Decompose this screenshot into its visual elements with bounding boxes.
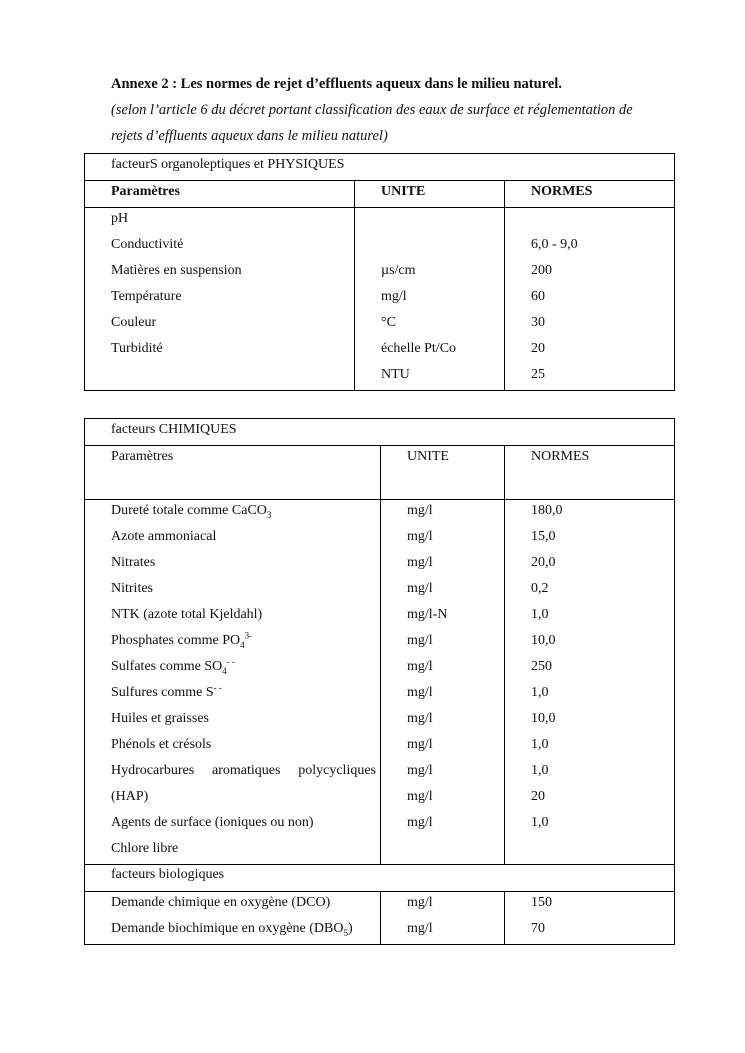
subtitle-line-1: (selon l’article 6 du décret portant classification des eaux de surface et réglementation de	[111, 102, 633, 118]
unit-value: mg/l	[381, 289, 407, 304]
param-label: Demande chimique en oxygène (DCO)	[111, 895, 331, 910]
norm-value: 10,0	[531, 711, 556, 726]
norm-value: 1,0	[531, 815, 549, 830]
page-title: Annexe 2 : Les normes de rejet d’effluents aqueux dans le milieu naturel.	[111, 76, 562, 92]
header-norm: NORMES	[505, 181, 675, 208]
unit-value: mg/l	[407, 633, 433, 648]
norm-value: 15,0	[531, 529, 556, 544]
norm-value: 150	[531, 895, 552, 910]
param-label: pH	[111, 211, 129, 226]
norm-value: 30	[531, 315, 545, 330]
unit-value	[407, 838, 504, 864]
norm-value: 70	[531, 921, 545, 936]
param-label: Phosphates comme $PO_4^{3-}$	[111, 630, 253, 650]
unit-value: échelle Pt/Co	[381, 341, 457, 356]
unit-value: mg/l	[407, 711, 433, 726]
param-label: Nitrates	[111, 555, 156, 570]
norm-value: 200	[531, 263, 552, 278]
chemical-factors-table	[84, 418, 675, 945]
param-label: Conductivité	[111, 237, 184, 252]
physical-factors-table	[84, 153, 675, 391]
param-label: Phénols et crésols	[111, 737, 212, 752]
param-label: NTK (azote total Kjeldahl)	[111, 607, 263, 622]
unit-column	[381, 500, 505, 865]
param-column	[85, 500, 381, 865]
param-label: Sulfates comme $SO_4^{- -}$	[111, 656, 235, 676]
param-label: Huiles et graisses	[111, 711, 209, 726]
unit-value	[381, 234, 504, 260]
header-param: Paramètres	[85, 446, 381, 500]
param-label: Nitrites	[111, 581, 153, 596]
section-header-biological: facteurs biologiques	[85, 865, 675, 892]
param-label: Azote ammoniacal	[111, 529, 217, 544]
norm-value: 0,2	[531, 581, 549, 596]
section-header-chemical: facteurs CHIMIQUES	[85, 419, 675, 446]
norm-value: 10,0	[531, 633, 556, 648]
unit-value: °C	[381, 315, 396, 330]
norm-value: 1,0	[531, 685, 549, 700]
unit-value: mg/l	[407, 895, 433, 910]
param-label	[111, 364, 354, 390]
norm-value: 20,0	[531, 555, 556, 570]
param-label: Dureté totale comme CaCO$_3$	[111, 503, 272, 520]
section-header-physical: facteurS organoleptiques et PHYSIQUES	[85, 154, 675, 181]
param-label: Hydrocarbures aromatiques polycycliques	[111, 763, 376, 778]
norm-value: 250	[531, 659, 552, 674]
param-label: Température	[111, 289, 182, 304]
unit-value: mg/l	[407, 555, 433, 570]
unit-column	[381, 892, 505, 945]
norm-value: 6,0 - 9,0	[531, 237, 578, 252]
norm-value: 60	[531, 289, 545, 304]
param-label: Couleur	[111, 315, 157, 330]
header-unit: UNITE	[381, 446, 505, 500]
norm-value: 20	[531, 341, 545, 356]
norm-value: 1,0	[531, 737, 549, 752]
header-param: Paramètres	[85, 181, 355, 208]
norm-value: 25	[531, 367, 545, 382]
norm-value: 20	[531, 789, 545, 804]
norm-value: 1,0	[531, 763, 549, 778]
norm-column	[505, 892, 675, 945]
unit-value: mg/l	[407, 529, 433, 544]
norm-value: 180,0	[531, 503, 563, 518]
unit-value: mg/l	[407, 921, 433, 936]
unit-value: µs/cm	[381, 263, 416, 278]
param-label: (HAP)	[111, 789, 149, 804]
param-column	[85, 208, 355, 391]
header-norm: NORMES	[505, 446, 675, 500]
unit-value: mg/l	[407, 659, 433, 674]
unit-value: NTU	[381, 367, 410, 382]
unit-value: mg/l	[407, 685, 433, 700]
unit-value: mg/l	[407, 763, 433, 778]
norm-column	[505, 208, 675, 391]
norm-column	[505, 500, 675, 865]
norm-value	[531, 838, 674, 864]
unit-value: mg/l	[407, 581, 433, 596]
param-label: Sulfures comme S- -	[111, 682, 222, 700]
param-label: Turbidité	[111, 341, 163, 356]
header-unit: UNITE	[355, 181, 505, 208]
param-label: Demande biochimique en oxygène $(DBO_5)$	[111, 921, 353, 938]
norm-value: 1,0	[531, 607, 549, 622]
unit-value: mg/l	[407, 737, 433, 752]
param-label: Matières en suspension	[111, 263, 242, 278]
unit-value: mg/l	[407, 503, 433, 518]
unit-value: mg/l	[407, 815, 433, 830]
unit-value: mg/l	[407, 789, 433, 804]
param-label: Chlore libre	[111, 841, 179, 856]
norm-value	[531, 208, 674, 234]
subtitle-line-2: rejets d’effluents aqueux dans le milieu naturel)	[111, 128, 388, 144]
unit-column	[355, 208, 505, 391]
param-column	[85, 892, 381, 945]
unit-value	[381, 208, 504, 234]
param-label: Agents de surface (ioniques ou non)	[111, 815, 314, 830]
unit-value: mg/l-N	[407, 607, 448, 622]
